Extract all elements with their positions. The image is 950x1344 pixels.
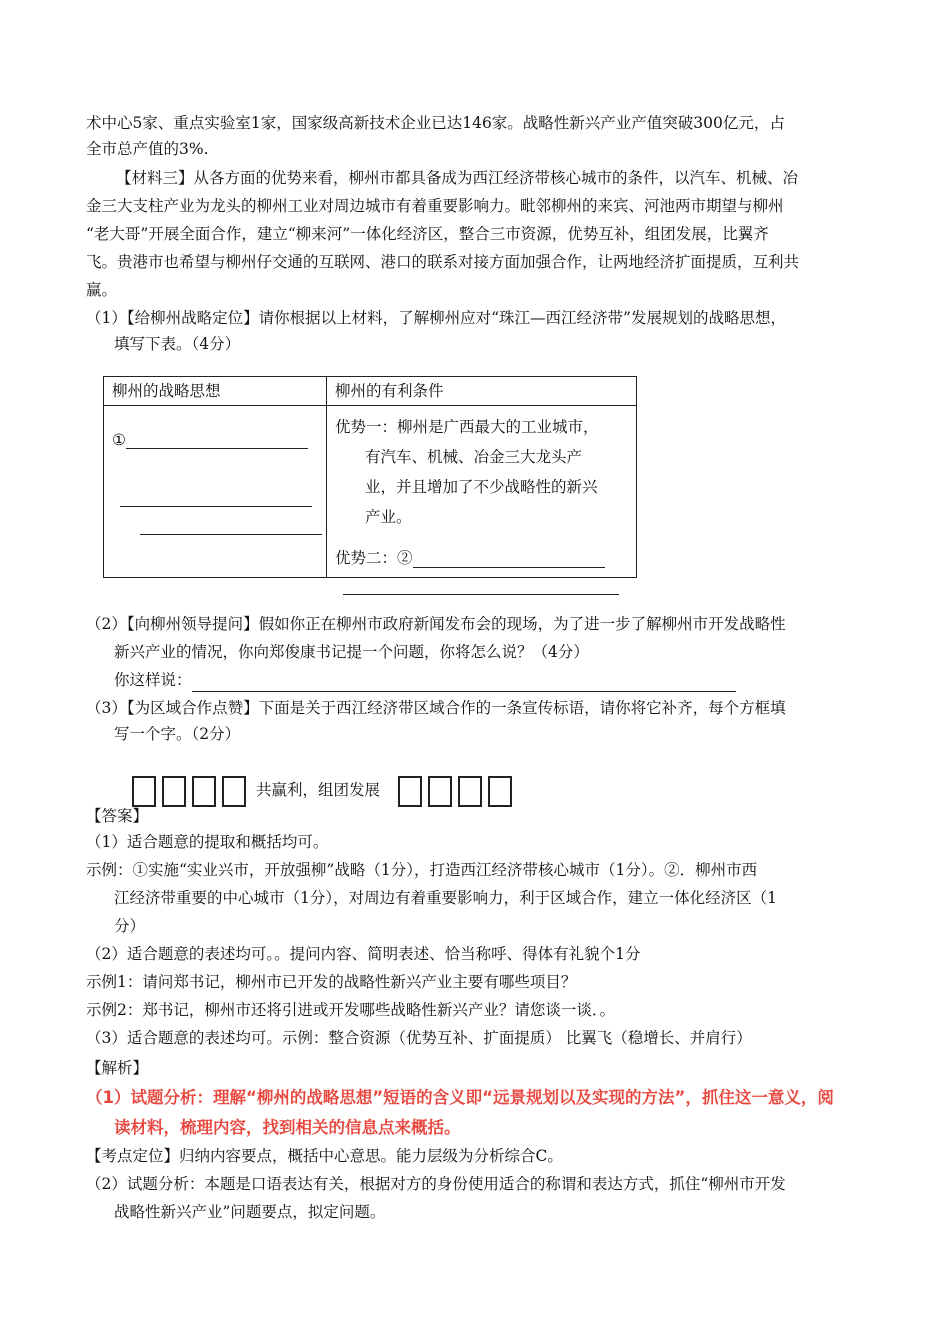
material3-line: 赢。 (86, 281, 118, 299)
analysis-2: （2）试题分析：本题是口语表达有关，根据对方的身份使用适合的称谓和表达方式，抓住“柳州市开发 (86, 1175, 786, 1193)
slogan-boxes-left (132, 776, 252, 807)
analysis-1-red: 读材料，梳理内容，找到相关的信息点来概括。 (114, 1118, 461, 1137)
intro-line: 术中心5家、重点实验室1家，国家级高新技术企业已达146家。战略性新兴产业产值突破300亿元，占 (86, 114, 785, 132)
question-2-cont: 新兴产业的情况，你向郑俊康书记提一个问题，你将怎么说？（4分） (114, 643, 589, 661)
material3-line: 飞。贵港市也希望与柳州仔交通的互联网、港口的联系对接方面加强合作，让两地经济扩面提质，互利共 (86, 253, 800, 271)
answer-blank[interactable] (126, 430, 308, 449)
blank-1-row (112, 430, 308, 449)
answer-1-example: 示例：①实施“实业兴市，开放强柳”战略（1分），打造西江经济带核心城市（1分）。②．柳州市西 (86, 861, 758, 879)
question-1-cont: 填写下表。（4分） (114, 335, 241, 353)
col2-header: 柳州的有利条件 (335, 382, 444, 400)
answer-1-example: 江经济带重要的中心城市（1分），对周边有着重要影响力，利于区域合作，建立一体化经济区（1 (114, 889, 777, 907)
blank-marker: ① (112, 431, 126, 449)
char-box[interactable] (458, 776, 482, 807)
answer-blank[interactable] (343, 576, 619, 595)
answer-blank[interactable] (140, 516, 322, 535)
col1-header: 柳州的战略思想 (112, 382, 221, 400)
question-1: （1）【给柳州战略定位】请你根据以上材料，了解柳州应对“珠江—西江经济带”发展规划的战略思想， (86, 309, 786, 327)
answer-2-example-1: 示例1：请问郑书记，柳州市已开发的战略性新兴产业主要有哪些项目？ (86, 973, 577, 991)
answer-1-example: 分） (114, 917, 146, 935)
analysis-header: 【解析】 (86, 1059, 149, 1077)
adv-line: 业，并且增加了不少战略性的新兴 (365, 478, 598, 496)
answer-line[interactable] (192, 673, 736, 692)
intro-line: 全市总产值的3%. (86, 140, 209, 158)
adv2-label: 优势二：② (335, 549, 413, 567)
adv-line: 优势一：柳州是广西最大的工业城市， (335, 418, 599, 436)
question-2: （2）【向柳州领导提问】假如你正在柳州市政府新闻发布会的现场，为了进一步了解柳州市开发战略性 (86, 615, 786, 633)
table-header-cell (104, 377, 327, 406)
table-header-cell (327, 377, 637, 406)
strategy-table (103, 376, 637, 578)
char-box[interactable] (428, 776, 452, 807)
answer-2-example-2: 示例2：郑书记，柳州市还将引进或开发哪些战略性新兴产业？请您谈一谈．。 (86, 1001, 616, 1019)
material3-line: “老大哥”开展全面合作，建立“柳来河”一体化经济区，整合三市资源，优势互补，组团发展，比翼齐 (86, 225, 769, 243)
kaodian-line: 【考点定位】归纳内容要点，概括中心意思。能力层级为分析综合C。 (86, 1147, 563, 1165)
analysis-1-red: （1）试题分析：理解“柳州的战略思想”短语的含义即“远景规划以及实现的方法”，抓住这一意义，阅 (86, 1088, 834, 1107)
char-box[interactable] (398, 776, 422, 807)
advantage-2 (335, 546, 605, 568)
question-3: （3）【为区域合作点赞】下面是关于西江经济带区域合作的一条宣传标语，请你将它补齐，每个方框填 (86, 699, 786, 717)
answer-cell-strategy[interactable] (104, 406, 327, 578)
prompt-label: 你这样说： (114, 671, 192, 689)
char-box[interactable] (222, 776, 246, 807)
char-box[interactable] (488, 776, 512, 807)
adv-line: 产业。 (365, 508, 412, 526)
answer-2: （2）适合题意的表述均可。。提问内容、简明表述、恰当称呼、得体有礼貌个1分 (86, 945, 641, 963)
answer-blank[interactable] (120, 488, 312, 507)
analysis-2-cont: 战略性新兴产业”问题要点，拟定问题。 (114, 1203, 386, 1221)
answer-1: （1）适合题意的提取和概括均可。 (86, 833, 329, 851)
char-box[interactable] (132, 776, 156, 807)
char-box[interactable] (192, 776, 216, 807)
material3-line: 金三大支柱产业为龙头的柳州工业对周边城市有着重要影响力。毗邻柳州的来宾、河池两市期望与柳州 (86, 197, 784, 215)
adv-line: 有汽车、机械、冶金三大龙头产 (365, 448, 583, 466)
material3-line: 【材料三】从各方面的优势来看，柳州市都具备成为西江经济带核心城市的条件，以汽车、机械、冶 (116, 169, 799, 187)
slogan-boxes-right (398, 776, 518, 807)
advantage-1 (335, 412, 599, 532)
char-box[interactable] (162, 776, 186, 807)
answer-header: 【答案】 (86, 807, 149, 825)
answer-blank[interactable] (413, 549, 605, 568)
slogan-text: 共赢利，组团发展 (256, 781, 381, 799)
question-2-prompt (114, 668, 736, 692)
answer-3: （3）适合题意的表述均可。示例：整合资源（优势互补、扩面提质） 比翼飞（稳增长、并肩行） (86, 1029, 752, 1047)
question-3-cont: 写一个字。（2分） (114, 725, 241, 743)
advantages-cell (327, 406, 637, 578)
